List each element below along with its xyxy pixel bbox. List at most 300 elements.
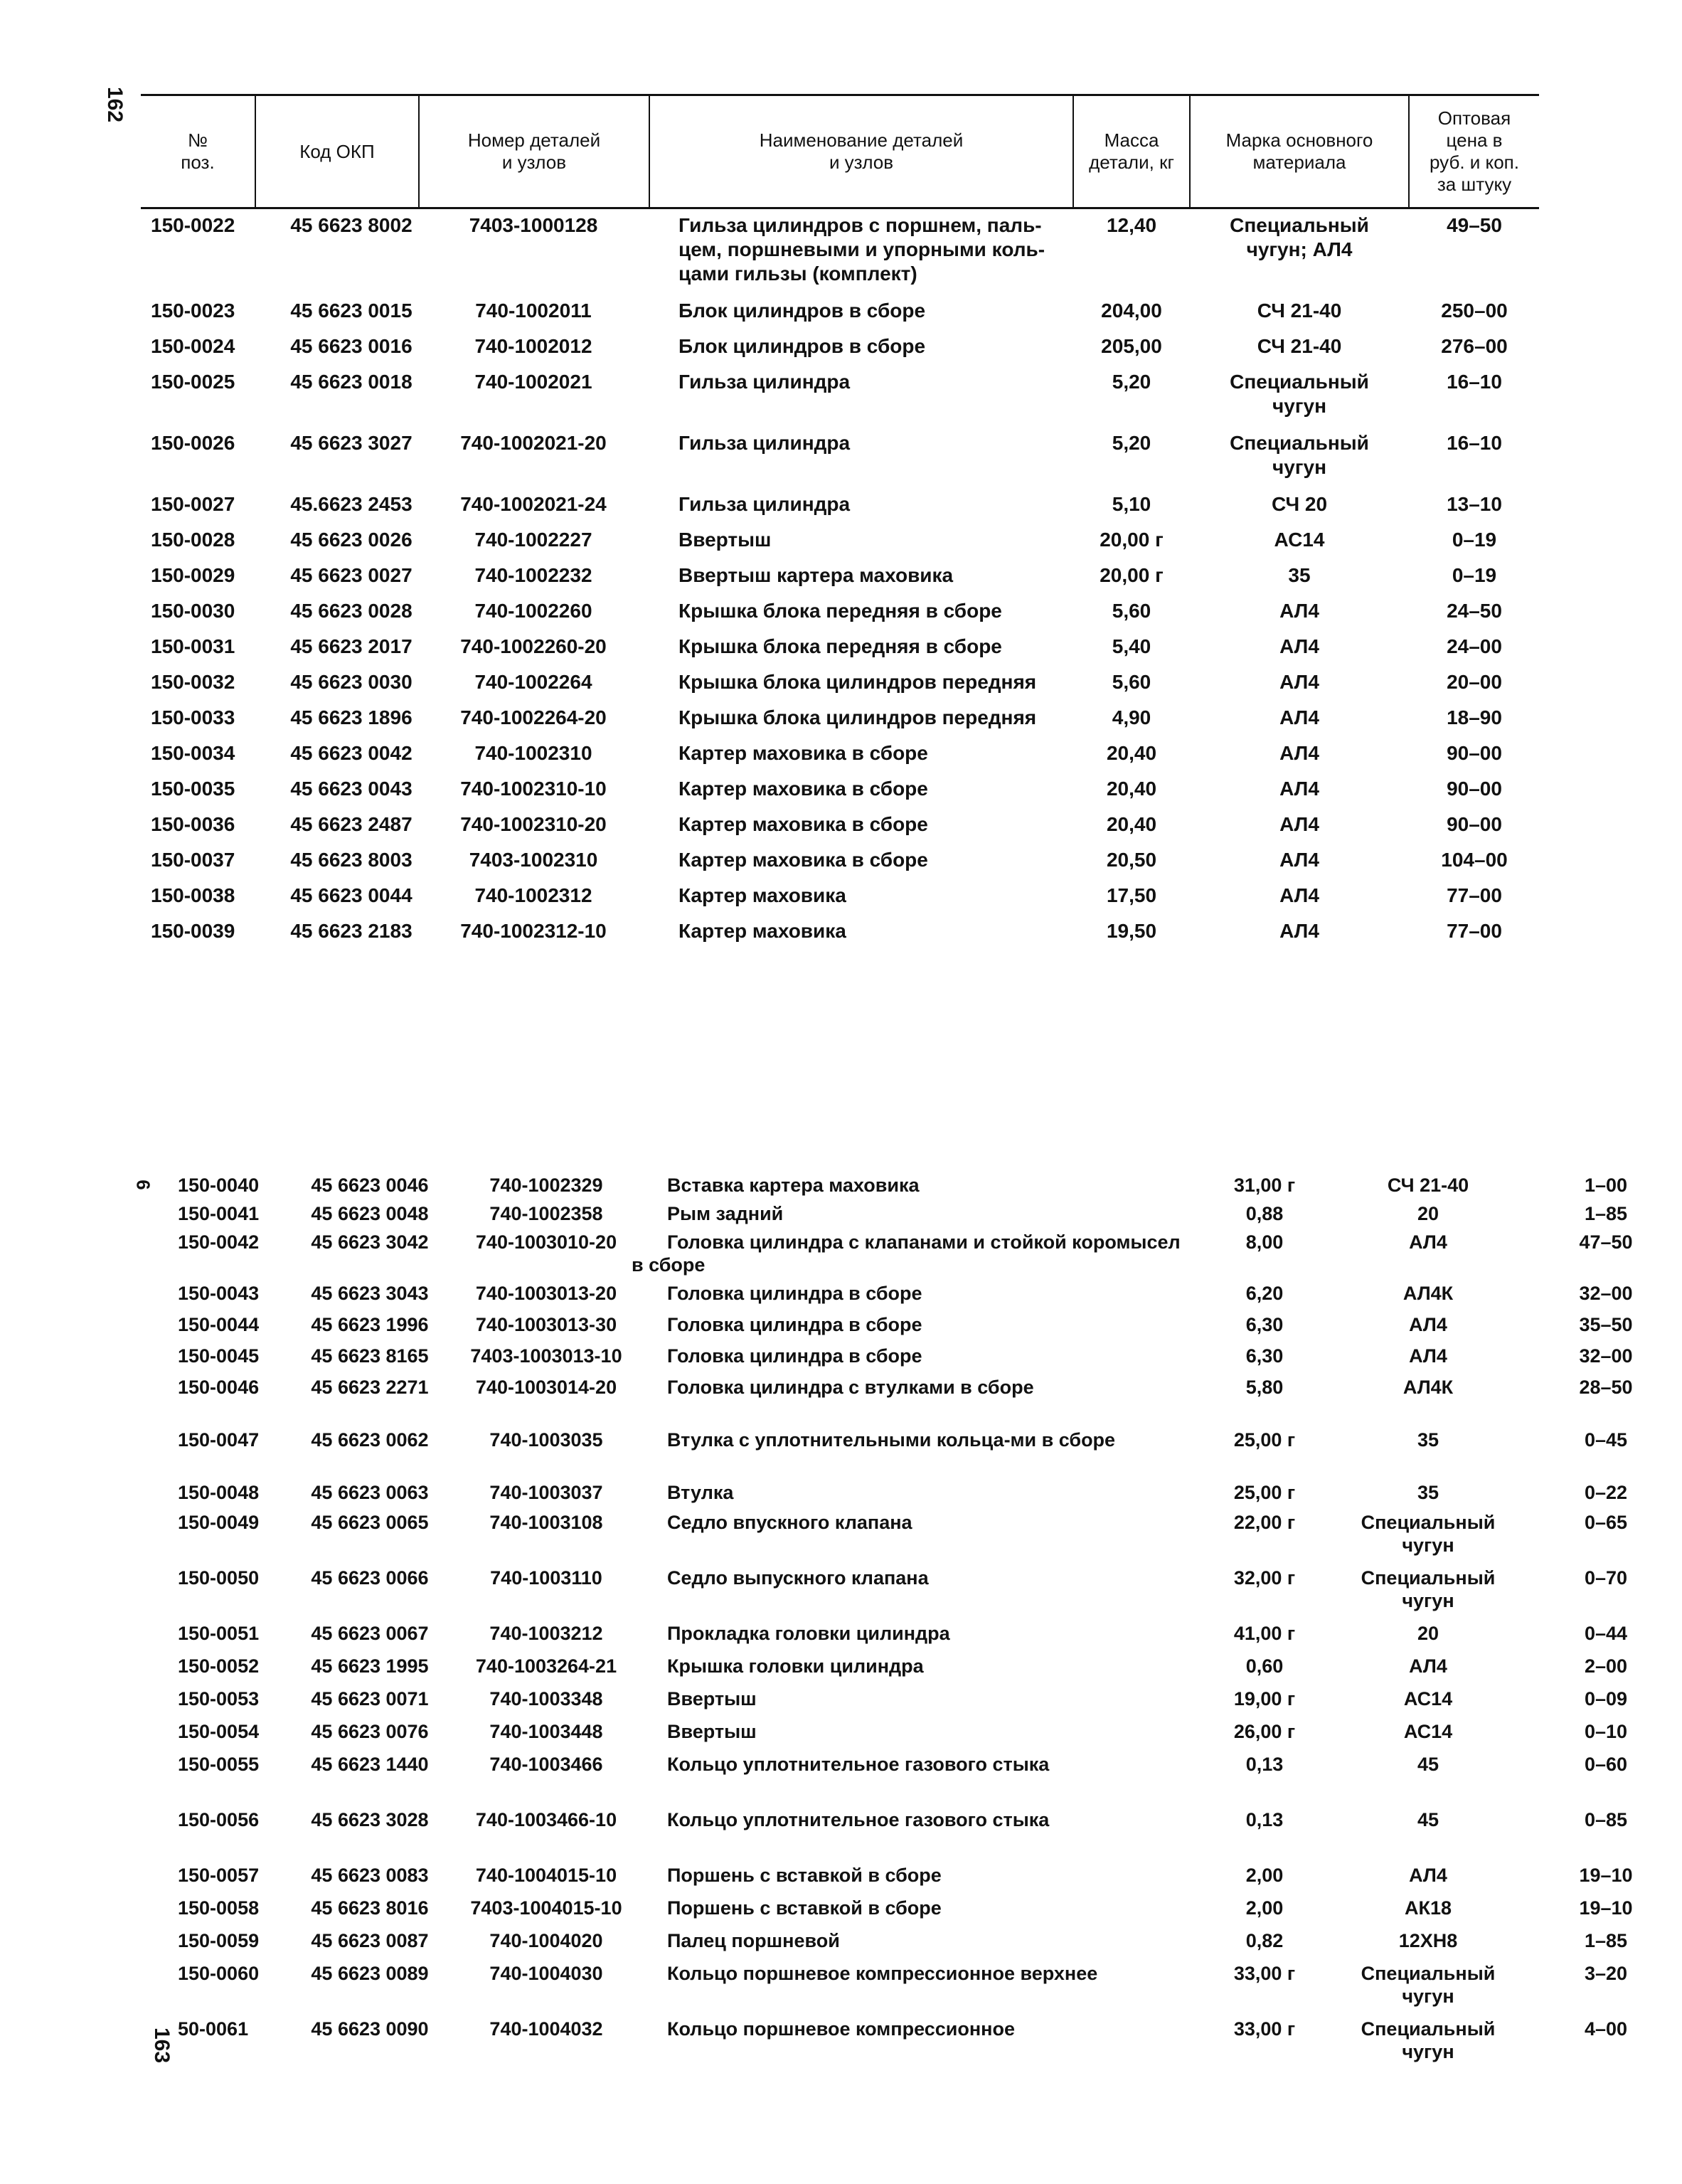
cell-name: Головка цилиндра с клапанами и стойкой коромысел в сборе bbox=[632, 1231, 1181, 1276]
cell-price: 49–50 bbox=[1447, 214, 1502, 236]
cell-pos: 150-0028 bbox=[151, 529, 235, 551]
cell-mass: 0,13 bbox=[1245, 1809, 1284, 1830]
cell-part: 740-1002227 bbox=[474, 529, 592, 551]
cell-pos: 150-0057 bbox=[178, 1865, 260, 1886]
cell-mass: 33,00 г bbox=[1233, 1963, 1296, 1984]
cell-part: 740-1003037 bbox=[489, 1482, 603, 1503]
cell-part: 740-1003264-21 bbox=[475, 1655, 617, 1677]
cell-part: 740-1002021 bbox=[474, 371, 592, 393]
cell-mat: АЛ4 bbox=[1279, 635, 1319, 657]
header-okp: Код ОКП bbox=[299, 140, 375, 162]
table-row bbox=[141, 1753, 1628, 1808]
cell-mat: СЧ 21-40 bbox=[1257, 299, 1342, 322]
cell-mass: 6,30 bbox=[1245, 1314, 1284, 1335]
cell-part: 740-1002021-20 bbox=[460, 432, 607, 454]
cell-mass: 205,00 bbox=[1101, 335, 1162, 357]
cell-okp: 45 6623 2017 bbox=[290, 635, 412, 657]
table-row bbox=[141, 848, 1539, 884]
cell-mat: АЛ4 bbox=[1279, 742, 1319, 764]
cell-mass: 33,00 г bbox=[1233, 2018, 1296, 2040]
cell-name: Ввертыш картера маховика bbox=[678, 564, 954, 586]
cell-mass: 31,00 г bbox=[1233, 1175, 1296, 1196]
cell-mat: СЧ 21-40 bbox=[1387, 1175, 1469, 1196]
table-row bbox=[141, 334, 1539, 370]
table-row bbox=[141, 2018, 1628, 2073]
cell-pos: 150-0053 bbox=[178, 1688, 260, 1709]
cell-okp: 45 6623 3043 bbox=[311, 1283, 429, 1304]
cell-mat: Специальный чугун bbox=[1230, 432, 1369, 478]
cell-mat: Специальный чугун bbox=[1361, 2018, 1496, 2062]
cell-mass: 5,40 bbox=[1112, 635, 1151, 657]
cell-price: 77–00 bbox=[1447, 884, 1502, 906]
cell-name: Крышка блока передняя в сборе bbox=[678, 600, 1002, 622]
cell-mass: 5,20 bbox=[1112, 371, 1151, 393]
cell-mass: 20,40 bbox=[1106, 778, 1157, 800]
cell-mass: 20,40 bbox=[1106, 742, 1157, 764]
cell-mat: АЛ4 bbox=[1279, 706, 1319, 728]
cell-pos: 150-0045 bbox=[178, 1345, 260, 1367]
cell-mat: АЛ4 bbox=[1409, 1345, 1447, 1367]
cell-name: Рым задний bbox=[667, 1203, 784, 1224]
cell-pos: 150-0043 bbox=[178, 1283, 260, 1304]
cell-mass: 8,00 bbox=[1245, 1231, 1284, 1253]
table-row bbox=[141, 563, 1539, 599]
cell-okp: 45 6623 3027 bbox=[290, 432, 412, 454]
cell-pos: 150-0035 bbox=[151, 778, 235, 800]
cell-name: Поршень с вставкой в сборе bbox=[667, 1865, 942, 1886]
cell-price: 0–19 bbox=[1452, 529, 1497, 551]
cell-name: Палец поршневой bbox=[667, 1930, 840, 1951]
table-row bbox=[141, 1511, 1628, 1567]
table-row bbox=[141, 431, 1539, 492]
page-number-top: 162 bbox=[103, 86, 127, 123]
cell-pos: 50-0061 bbox=[178, 2018, 249, 2040]
cell-price: 18–90 bbox=[1447, 706, 1502, 728]
cell-mass: 2,00 bbox=[1245, 1865, 1284, 1886]
cell-price: 47–50 bbox=[1579, 1231, 1633, 1253]
cell-name: Блок цилиндров в сборе bbox=[678, 335, 926, 357]
cell-mat: АЛ4 bbox=[1409, 1655, 1447, 1677]
cell-part: 740-1002310-10 bbox=[460, 778, 607, 800]
cell-mat: 45 bbox=[1417, 1754, 1439, 1775]
cell-price: 19–10 bbox=[1579, 1897, 1633, 1919]
cell-name: Блок цилиндров в сборе bbox=[678, 299, 926, 322]
cell-okp: 45 6623 0063 bbox=[311, 1482, 429, 1503]
cell-name: Кольцо уплотнительное газового стыка bbox=[667, 1754, 1050, 1775]
table-row bbox=[141, 1962, 1628, 2018]
cell-pos: 150-0052 bbox=[178, 1655, 260, 1677]
cell-okp: 45 6623 0030 bbox=[290, 671, 412, 693]
cell-name: Гильза цилиндра bbox=[678, 493, 851, 515]
cell-okp: 45 6623 8002 bbox=[290, 214, 412, 236]
cell-price: 0–70 bbox=[1584, 1567, 1628, 1589]
table-row bbox=[141, 492, 1539, 528]
cell-price: 90–00 bbox=[1447, 813, 1502, 835]
cell-price: 32–00 bbox=[1579, 1283, 1633, 1304]
cell-price: 24–50 bbox=[1447, 600, 1502, 622]
cell-mass: 19,00 г bbox=[1233, 1688, 1296, 1709]
table-row bbox=[141, 1231, 1633, 1282]
cell-name: Крышка блока передняя в сборе bbox=[678, 635, 1002, 657]
cell-mat: АЛ4 bbox=[1279, 813, 1319, 835]
cell-okp: 45 6623 0015 bbox=[290, 299, 412, 322]
cell-pos: 150-0022 bbox=[151, 214, 235, 236]
margin-mark: 6 bbox=[132, 1180, 154, 1190]
cell-part: 740-1003108 bbox=[489, 1512, 603, 1533]
cell-pos: 150-0059 bbox=[178, 1930, 260, 1951]
cell-price: 0–22 bbox=[1584, 1482, 1628, 1503]
cell-mass: 0,88 bbox=[1245, 1203, 1284, 1224]
cell-mass: 5,10 bbox=[1112, 493, 1151, 515]
cell-part: 740-1003448 bbox=[489, 1721, 603, 1742]
table-row bbox=[141, 1202, 1628, 1231]
table-row bbox=[141, 1567, 1628, 1622]
cell-name: Седло впускного клапана bbox=[667, 1512, 912, 1533]
cell-okp: 45 6623 8165 bbox=[311, 1345, 429, 1367]
cell-mass: 17,50 bbox=[1106, 884, 1157, 906]
cell-part: 740-1002329 bbox=[489, 1175, 603, 1196]
table-row bbox=[141, 1929, 1628, 1962]
cell-mat: Специальный чугун bbox=[1361, 1567, 1496, 1611]
cell-pos: 150-0033 bbox=[151, 706, 235, 728]
table-header bbox=[141, 94, 1539, 209]
cell-price: 1–00 bbox=[1584, 1175, 1628, 1196]
cell-pos: 150-0031 bbox=[151, 635, 235, 657]
cell-name: Головка цилиндра в сборе bbox=[667, 1345, 922, 1367]
cell-name: Картер маховика в сборе bbox=[678, 849, 928, 871]
cell-price: 0–09 bbox=[1584, 1688, 1628, 1709]
cell-okp: 45 6623 2487 bbox=[290, 813, 412, 835]
cell-part: 740-1003013-30 bbox=[475, 1314, 617, 1335]
cell-part: 740-1003110 bbox=[490, 1567, 602, 1589]
cell-part: 740-1004030 bbox=[489, 1963, 603, 1984]
cell-part: 740-1003466-10 bbox=[475, 1809, 617, 1830]
cell-pos: 150-0025 bbox=[151, 371, 235, 393]
cell-okp: 45 6623 0076 bbox=[311, 1721, 429, 1742]
cell-mat: АЛ4 bbox=[1279, 920, 1319, 942]
cell-okp: 45 6623 8003 bbox=[290, 849, 412, 871]
cell-mat: АС14 bbox=[1274, 529, 1325, 551]
cell-price: 3–20 bbox=[1584, 1963, 1628, 1984]
cell-okp: 45 6623 3042 bbox=[311, 1231, 429, 1253]
table-row bbox=[141, 777, 1539, 812]
cell-price: 20–00 bbox=[1447, 671, 1502, 693]
cell-name: Головка цилиндра в сборе bbox=[667, 1283, 922, 1304]
cell-part: 740-1004020 bbox=[489, 1930, 603, 1951]
cell-pos: 150-0050 bbox=[178, 1567, 260, 1589]
header-name: Наименование деталей и узлов bbox=[759, 129, 964, 173]
cell-part: 740-1002260 bbox=[474, 600, 592, 622]
page-number-bottom: 163 bbox=[150, 2027, 174, 2064]
table-row bbox=[141, 1345, 1633, 1376]
cell-mat: 20 bbox=[1417, 1203, 1439, 1224]
cell-mat: АЛ4 bbox=[1279, 671, 1319, 693]
cell-price: 4–00 bbox=[1584, 2018, 1628, 2040]
cell-okp: 45 6623 0027 bbox=[290, 564, 412, 586]
cell-pos: 150-0040 bbox=[178, 1175, 260, 1196]
cell-okp: 45 6623 0048 bbox=[311, 1203, 429, 1224]
cell-name: Вставка картера маховика bbox=[667, 1175, 920, 1196]
cell-okp: 45 6623 0044 bbox=[290, 884, 412, 906]
cell-name: Гильза цилиндра bbox=[678, 371, 851, 393]
cell-mass: 20,40 bbox=[1106, 813, 1157, 835]
cell-part: 7403-1000128 bbox=[469, 214, 598, 236]
cell-name: Головка цилиндра с втулками в сборе bbox=[667, 1377, 1034, 1398]
cell-name: Крышка блока цилиндров передняя bbox=[678, 706, 1037, 728]
cell-pos: 150-0049 bbox=[178, 1512, 260, 1533]
cell-part: 7403-1003013-10 bbox=[470, 1345, 622, 1367]
cell-pos: 150-0039 bbox=[151, 920, 235, 942]
header-price: Оптовая цена в руб. и коп. за штуку bbox=[1430, 107, 1519, 195]
cell-mass: 6,20 bbox=[1245, 1283, 1284, 1304]
cell-okp: 45 6623 0016 bbox=[290, 335, 412, 357]
table-row bbox=[141, 1622, 1628, 1655]
cell-pos: 150-0024 bbox=[151, 335, 235, 357]
cell-okp: 45 6623 0046 bbox=[311, 1175, 429, 1196]
cell-part: 740-1003013-20 bbox=[475, 1283, 617, 1304]
cell-mat: Специальный чугун bbox=[1361, 1963, 1496, 2007]
table-row bbox=[141, 670, 1539, 706]
cell-price: 35–50 bbox=[1579, 1314, 1633, 1335]
cell-mat: АЛ4 bbox=[1279, 778, 1319, 800]
cell-name: Головка цилиндра в сборе bbox=[667, 1314, 922, 1335]
cell-name: Ввертыш bbox=[667, 1688, 757, 1709]
cell-okp: 45 6623 1995 bbox=[311, 1655, 429, 1677]
table-row bbox=[141, 370, 1539, 431]
cell-price: 90–00 bbox=[1447, 778, 1502, 800]
table-row bbox=[141, 1687, 1628, 1720]
table-row bbox=[141, 919, 1539, 955]
cell-mass: 26,00 г bbox=[1233, 1721, 1296, 1742]
cell-okp: 45 6623 0089 bbox=[311, 1963, 429, 1984]
cell-pos: 150-0023 bbox=[151, 299, 235, 322]
cell-part: 740-1002011 bbox=[475, 299, 592, 322]
table-row bbox=[141, 1174, 1628, 1202]
cell-mass: 2,00 bbox=[1245, 1897, 1284, 1919]
cell-price: 28–50 bbox=[1579, 1377, 1633, 1398]
cell-mat: АЛ4 bbox=[1279, 884, 1319, 906]
cell-part: 740-1002358 bbox=[489, 1203, 603, 1224]
cell-name: Седло выпускного клапана bbox=[667, 1567, 929, 1589]
cell-pos: 150-0060 bbox=[178, 1963, 260, 1984]
cell-price: 13–10 bbox=[1447, 493, 1502, 515]
cell-okp: 45 6623 0042 bbox=[290, 742, 412, 764]
cell-pos: 150-0034 bbox=[151, 742, 235, 764]
cell-mat: СЧ 20 bbox=[1271, 493, 1328, 515]
cell-name: Кольцо поршневое компрессионное bbox=[667, 2018, 1015, 2040]
cell-okp: 45 6623 0026 bbox=[290, 529, 412, 551]
cell-name: Кольцо поршневое компрессионное верхнее bbox=[667, 1963, 1098, 1984]
cell-pos: 150-0051 bbox=[178, 1623, 260, 1644]
cell-part: 740-1002310-20 bbox=[460, 813, 607, 835]
cell-mat: Специальный чугун bbox=[1230, 371, 1369, 417]
cell-part: 740-1002260-20 bbox=[460, 635, 607, 657]
table-row bbox=[141, 1864, 1633, 1897]
cell-mass: 5,60 bbox=[1112, 671, 1151, 693]
table-row bbox=[141, 1808, 1628, 1864]
cell-name: Картер маховика в сборе bbox=[678, 742, 928, 764]
cell-name: Поршень с вставкой в сборе bbox=[667, 1897, 942, 1919]
cell-mass: 22,00 г bbox=[1233, 1512, 1296, 1533]
cell-price: 0–60 bbox=[1584, 1754, 1628, 1775]
cell-part: 740-1002264 bbox=[474, 671, 592, 693]
cell-name: Картер маховика в сборе bbox=[678, 778, 928, 800]
cell-part: 740-1002264-20 bbox=[460, 706, 607, 728]
table-row bbox=[141, 884, 1539, 919]
cell-price: 104–00 bbox=[1441, 849, 1508, 871]
cell-price: 0–19 bbox=[1452, 564, 1497, 586]
table-row bbox=[141, 812, 1539, 848]
table-row bbox=[141, 528, 1539, 563]
cell-mass: 20,00 г bbox=[1100, 529, 1164, 551]
cell-pos: 150-0054 bbox=[178, 1721, 260, 1742]
cell-pos: 150-0030 bbox=[151, 600, 235, 622]
cell-price: 19–10 bbox=[1579, 1865, 1633, 1886]
cell-price: 0–65 bbox=[1584, 1512, 1628, 1533]
cell-name: Гильза цилиндров с поршнем, паль-цем, поршневыми и упорными коль-цами гильзы (комплект) bbox=[678, 214, 1045, 285]
table-row bbox=[141, 1282, 1633, 1313]
cell-okp: 45 6623 3028 bbox=[311, 1809, 429, 1830]
cell-pos: 150-0047 bbox=[178, 1429, 260, 1451]
cell-pos: 150-0044 bbox=[178, 1314, 260, 1335]
cell-part: 740-1003212 bbox=[489, 1623, 603, 1644]
cell-mat: АЛ4К bbox=[1402, 1377, 1454, 1398]
cell-part: 740-1002310 bbox=[474, 742, 592, 764]
cell-mat: Специальный чугун bbox=[1361, 1512, 1496, 1556]
cell-okp: 45 6623 8016 bbox=[311, 1897, 429, 1919]
cell-price: 0–85 bbox=[1584, 1809, 1628, 1830]
cell-part: 7403-1004015-10 bbox=[470, 1897, 622, 1919]
cell-mat: 45 bbox=[1417, 1809, 1439, 1830]
cell-pos: 150-0029 bbox=[151, 564, 235, 586]
cell-name: Прокладка головки цилиндра bbox=[667, 1623, 950, 1644]
cell-price: 1–85 bbox=[1584, 1203, 1628, 1224]
cell-part: 740-1003010-20 bbox=[475, 1231, 617, 1253]
cell-pos: 150-0056 bbox=[178, 1809, 260, 1830]
cell-mass: 5,60 bbox=[1112, 600, 1151, 622]
table-row bbox=[141, 1897, 1633, 1929]
cell-part: 740-1003035 bbox=[489, 1429, 603, 1451]
table-row bbox=[141, 1313, 1633, 1345]
cell-okp: 45 6623 2271 bbox=[311, 1377, 429, 1398]
cell-name: Кольцо уплотнительное газового стыка bbox=[667, 1809, 1050, 1830]
cell-okp: 45 6623 0090 bbox=[311, 2018, 429, 2040]
cell-mass: 41,00 г bbox=[1233, 1623, 1296, 1644]
cell-mass: 20,00 г bbox=[1100, 564, 1164, 586]
cell-pos: 150-0038 bbox=[151, 884, 235, 906]
cell-okp: 45 6623 2183 bbox=[290, 920, 412, 942]
cell-mass: 204,00 bbox=[1101, 299, 1162, 322]
cell-price: 1–85 bbox=[1584, 1930, 1628, 1951]
cell-mass: 5,20 bbox=[1112, 432, 1151, 454]
cell-mass: 5,80 bbox=[1245, 1377, 1284, 1398]
cell-mat: АЛ4К bbox=[1402, 1283, 1454, 1304]
cell-mat: АЛ4 bbox=[1409, 1231, 1447, 1253]
cell-price: 0–44 bbox=[1584, 1623, 1628, 1644]
cell-mat: 35 bbox=[1417, 1482, 1439, 1503]
cell-okp: 45 6623 0087 bbox=[311, 1930, 429, 1951]
cell-price: 32–00 bbox=[1579, 1345, 1633, 1367]
cell-pos: 150-0058 bbox=[178, 1897, 260, 1919]
cell-mat: СЧ 21-40 bbox=[1257, 335, 1342, 357]
cell-pos: 150-0055 bbox=[178, 1754, 260, 1775]
cell-pos: 150-0042 bbox=[178, 1231, 260, 1253]
cell-price: 250–00 bbox=[1441, 299, 1508, 322]
cell-okp: 45 6623 0028 bbox=[290, 600, 412, 622]
cell-okp: 45 6623 1996 bbox=[311, 1314, 429, 1335]
cell-okp: 45 6623 0018 bbox=[290, 371, 412, 393]
cell-pos: 150-0041 bbox=[178, 1203, 260, 1224]
cell-name: Картер маховика bbox=[678, 920, 846, 942]
table-row bbox=[141, 1655, 1628, 1687]
cell-mass: 20,50 bbox=[1106, 849, 1157, 871]
cell-mass: 12,40 bbox=[1106, 214, 1157, 236]
cell-pos: 150-0036 bbox=[151, 813, 235, 835]
cell-pos: 150-0032 bbox=[151, 671, 235, 693]
cell-name: Ввертыш bbox=[667, 1721, 757, 1742]
cell-mass: 4,90 bbox=[1112, 706, 1151, 728]
table-row bbox=[141, 1428, 1628, 1481]
cell-mat: 20 bbox=[1417, 1623, 1439, 1644]
cell-mat: АК18 bbox=[1404, 1897, 1452, 1919]
cell-mass: 19,50 bbox=[1106, 920, 1157, 942]
cell-pos: 150-0048 bbox=[178, 1482, 260, 1503]
cell-mass: 0,82 bbox=[1245, 1930, 1284, 1951]
cell-okp: 45 6623 1896 bbox=[290, 706, 412, 728]
cell-name: Гильза цилиндра bbox=[678, 432, 851, 454]
cell-okp: 45.6623 2453 bbox=[290, 493, 412, 515]
header-pos: № поз. bbox=[181, 129, 215, 173]
cell-name: Ввертыш bbox=[678, 529, 772, 551]
header-material: Марка основного материала bbox=[1225, 129, 1373, 173]
header-part-no: Номер деталей и узлов bbox=[467, 129, 601, 173]
header-mass: Масса детали, кг bbox=[1089, 129, 1174, 173]
cell-pos: 150-0026 bbox=[151, 432, 235, 454]
cell-okp: 45 6623 0083 bbox=[311, 1865, 429, 1886]
cell-price: 16–10 bbox=[1447, 371, 1502, 393]
cell-price: 24–00 bbox=[1447, 635, 1502, 657]
cell-mass: 32,00 г bbox=[1233, 1567, 1296, 1589]
cell-pos: 150-0037 bbox=[151, 849, 235, 871]
cell-pos: 150-0027 bbox=[151, 493, 235, 515]
table-row bbox=[141, 635, 1539, 670]
table-row bbox=[141, 741, 1539, 777]
cell-name: Крышка блока цилиндров передняя bbox=[678, 671, 1037, 693]
table-row bbox=[141, 1720, 1628, 1753]
cell-name: Крышка головки цилиндра bbox=[667, 1655, 924, 1677]
cell-price: 90–00 bbox=[1447, 742, 1502, 764]
table-row bbox=[141, 599, 1539, 635]
cell-mat: АС14 bbox=[1403, 1721, 1453, 1742]
cell-mass: 0,60 bbox=[1245, 1655, 1284, 1677]
cell-okp: 45 6623 0066 bbox=[311, 1567, 429, 1589]
cell-okp: 45 6623 0065 bbox=[311, 1512, 429, 1533]
table-row bbox=[141, 213, 1539, 299]
cell-name: Картер маховика bbox=[678, 884, 846, 906]
cell-mat: 12ХН8 bbox=[1398, 1930, 1458, 1951]
cell-mat: 35 bbox=[1288, 564, 1311, 586]
cell-part: 740-1003348 bbox=[489, 1688, 603, 1709]
cell-name: Втулка bbox=[667, 1482, 734, 1503]
cell-part: 740-1002312-10 bbox=[460, 920, 607, 942]
cell-okp: 45 6623 0062 bbox=[311, 1429, 429, 1451]
cell-price: 77–00 bbox=[1447, 920, 1502, 942]
cell-part: 740-1002012 bbox=[474, 335, 592, 357]
cell-price: 0–10 bbox=[1584, 1721, 1628, 1742]
table-row bbox=[141, 706, 1539, 741]
cell-part: 740-1002021-24 bbox=[460, 493, 607, 515]
cell-mat: АЛ4 bbox=[1409, 1314, 1447, 1335]
